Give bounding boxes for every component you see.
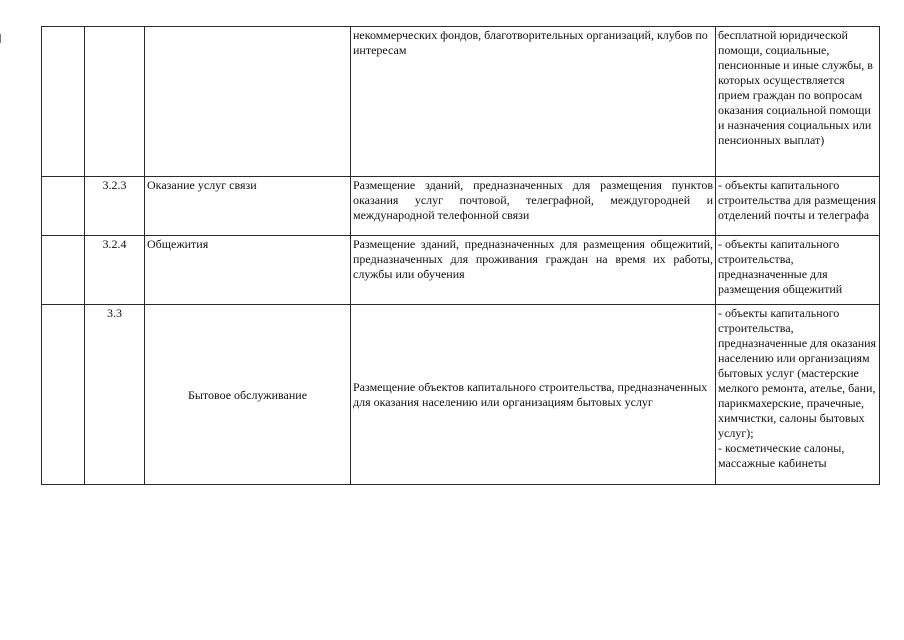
permitted-objects: - объекты капитального строительства, предназначенные для размещения общежитий bbox=[716, 236, 880, 305]
use-description: Размещение объектов капитального строительства, предназначенных для оказания населению или организациям бытовых услуг bbox=[351, 305, 716, 485]
blank-cell bbox=[42, 236, 85, 305]
permitted-objects-item: - объекты капитального строительства, предназначенные для оказания населению или организациям бытовых услуг (мастерские мелкого ремонта, ателье, бани, парикмахерские, прачечные, химчистки, салоны бытовых услуг); bbox=[718, 306, 877, 440]
table-row-continuation bbox=[42, 27, 880, 177]
use-type-name bbox=[145, 27, 351, 177]
blank-cell bbox=[42, 177, 85, 236]
blank-cell bbox=[42, 27, 85, 177]
blank-cell bbox=[42, 305, 85, 485]
table-row-3-2-4 bbox=[42, 236, 880, 305]
permitted-objects-item: - косметические салоны, массажные кабинеты bbox=[718, 441, 845, 470]
row-number: 3.2.4 bbox=[85, 236, 145, 305]
use-type-name: Общежития bbox=[145, 236, 351, 305]
use-description: некоммерческих фондов, благотворительных организаций, клубов по интересам bbox=[351, 27, 716, 177]
row-number bbox=[85, 27, 145, 177]
scan-edge-mark bbox=[0, 34, 4, 43]
row-number: 3.2.3 bbox=[85, 177, 145, 236]
permitted-objects bbox=[716, 305, 880, 485]
use-description: Размещение зданий, предназначенных для размещения общежитий, предназначенных для проживания граждан на время их работы, службы или обучения bbox=[351, 236, 716, 305]
table-row-3-3 bbox=[42, 305, 880, 485]
table-row-3-2-3 bbox=[42, 177, 880, 236]
land-use-table bbox=[41, 26, 880, 485]
row-number: 3.3 bbox=[85, 305, 145, 485]
permitted-objects: бесплатной юридической помощи, социальные, пенсионные и иные службы, в которых осуществляется прием граждан по вопросам оказания социальной помощи и назначения социальных или пенсионных выплат) bbox=[716, 27, 880, 177]
use-description: Размещение зданий, предназначенных для размещения пунктов оказания услуг почтовой, телеграфной, междугородней и международной телефонной связи bbox=[351, 177, 716, 236]
use-type-name: Бытовое обслуживание bbox=[145, 305, 351, 485]
use-type-name: Оказание услуг связи bbox=[145, 177, 351, 236]
permitted-objects: - объекты капитального строительства для размещения отделений почты и телеграфа bbox=[716, 177, 880, 236]
